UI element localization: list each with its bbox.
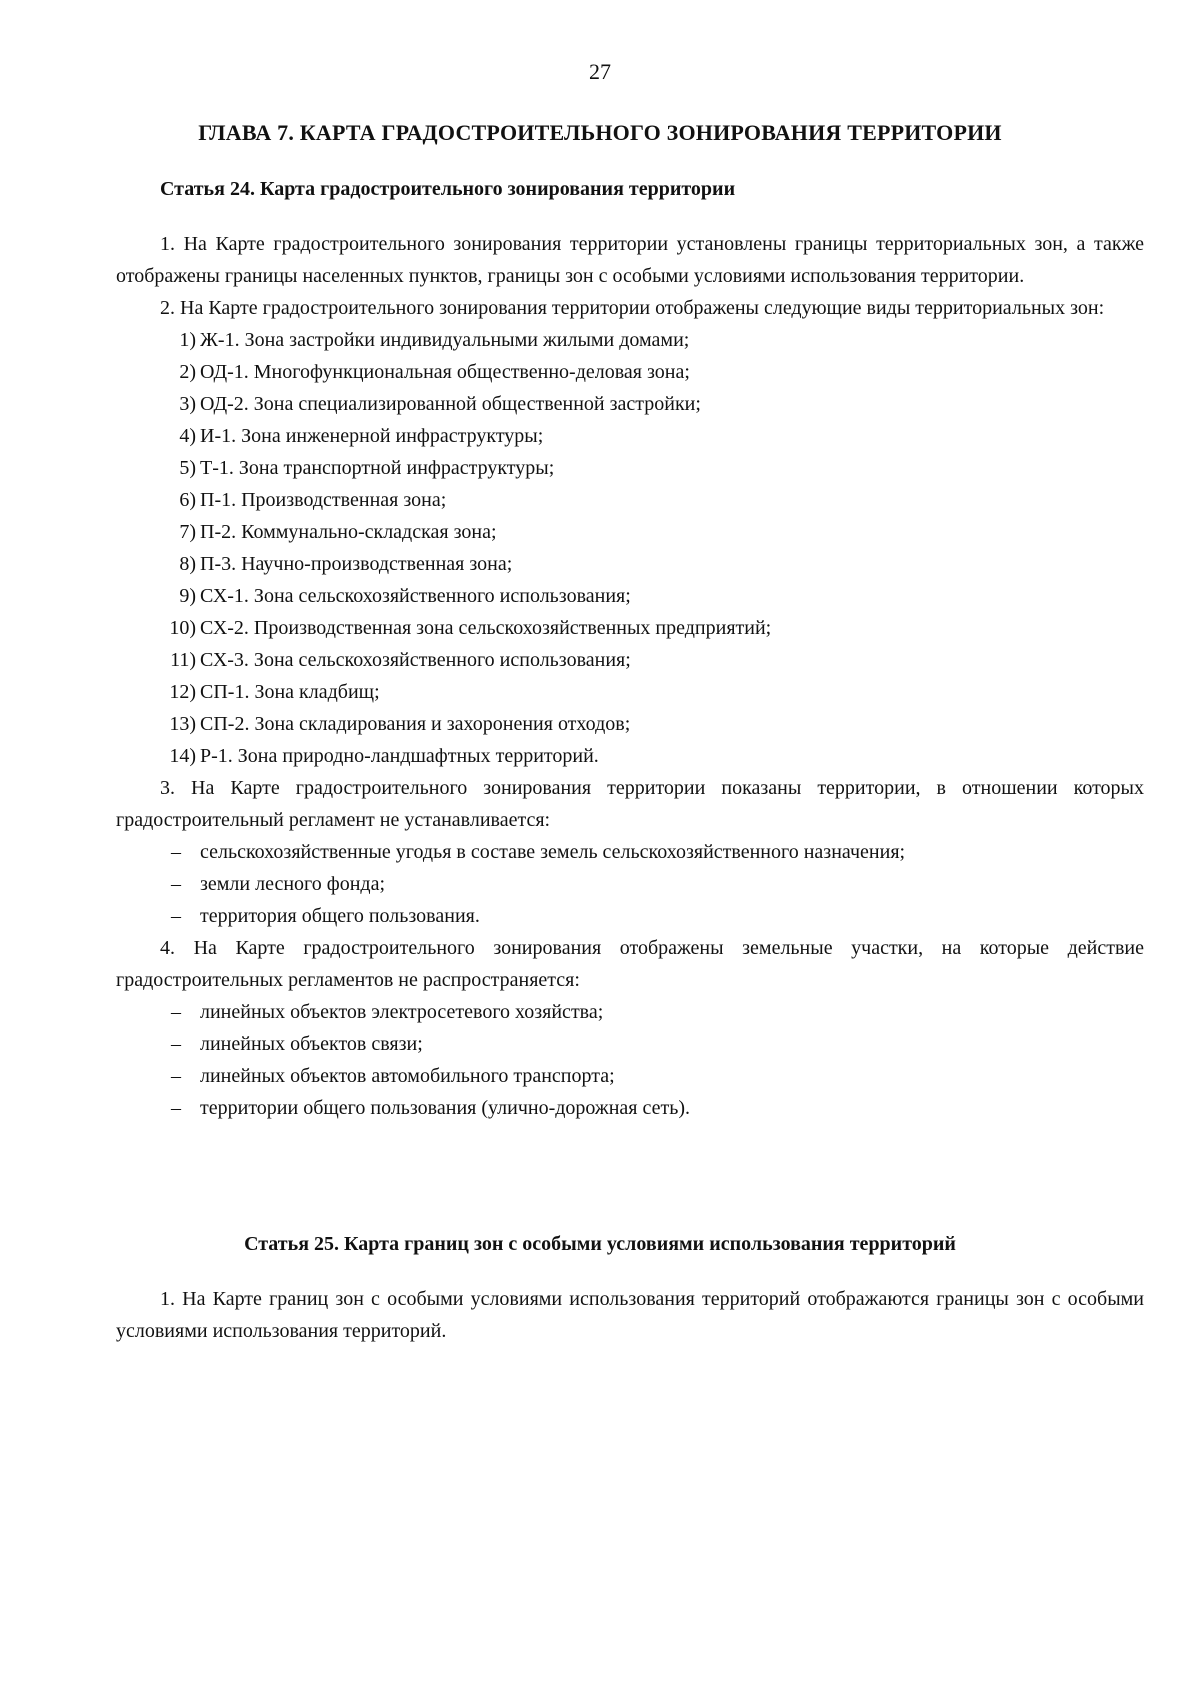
list-item: 6) П-1. Производственная зона; — [179, 489, 447, 511]
paragraph-2: 2. На Карте градостроительного зонирования территории отображены следующие виды территориальных зон: — [160, 297, 1105, 319]
list-item: – территория общего пользования. — [171, 905, 480, 927]
paragraph-4: 4. На Карте градостроительного зонирования отображены земельные участки, на которые действие градостроительных регламентов не распространяется: — [116, 937, 1144, 991]
list-item: – сельскохозяйственные угодья в составе земель сельскохозяйственного назначения; — [171, 841, 906, 863]
list-item: 7) П-2. Коммунально-складская зона; — [179, 521, 497, 543]
list-item: 3) ОД-2. Зона специализированной общественной застройки; — [179, 393, 701, 415]
list-item: 11) СХ-3. Зона сельскохозяйственного использования; — [170, 649, 631, 671]
article-24-body — [116, 228, 1144, 1124]
list-item: 8) П-3. Научно-производственная зона; — [179, 553, 513, 575]
list-item: – линейных объектов автомобильного транспорта; — [171, 1065, 615, 1087]
page-number: 27 — [589, 59, 611, 84]
article-24-title: Статья 24. Карта градостроительного зонирования территории — [160, 178, 736, 200]
list-item: 1) Ж-1. Зона застройки индивидуальными жилыми домами; — [179, 329, 690, 351]
paragraph-1: 1. На Карте градостроительного зонирования территории установлены границы территориальных зон, а также отображены границы населенных пунктов, границы зон с особыми условиями использования территории. — [116, 233, 1144, 287]
list-item: – территории общего пользования (улично-дорожная сеть). — [171, 1097, 691, 1119]
list-item: 13) СП-2. Зона складирования и захоронения отходов; — [169, 713, 631, 735]
list-item: 12) СП-1. Зона кладбищ; — [169, 681, 380, 703]
paragraph-1: 1. На Карте границ зон с особыми условиями использования территорий отображаются границы зон с особыми условиями использования территорий. — [116, 1288, 1144, 1342]
chapter-title: ГЛАВА 7. КАРТА ГРАДОСТРОИТЕЛЬНОГО ЗОНИРОВАНИЯ ТЕРРИТОРИИ — [198, 120, 1002, 145]
list-item: 4) И-1. Зона инженерной инфраструктуры; — [179, 425, 544, 447]
list-item: 2) ОД-1. Многофункциональная общественно-деловая зона; — [179, 361, 690, 383]
list-item: – линейных объектов электросетевого хозяйства; — [171, 1001, 604, 1023]
list-item: 5) Т-1. Зона транспортной инфраструктуры; — [179, 457, 555, 479]
list-item: 10) СХ-2. Производственная зона сельскохозяйственных предприятий; — [169, 617, 772, 639]
list-item: 9) СХ-1. Зона сельскохозяйственного использования; — [179, 585, 631, 607]
list-item: – линейных объектов связи; — [171, 1033, 423, 1055]
paragraph-3: 3. На Карте градостроительного зонирования территории показаны территории, в отношении которых градостроительный регламент не устанавливается: — [116, 777, 1144, 831]
list-item: 14) Р-1. Зона природно-ландшафтных территорий. — [169, 745, 599, 767]
article-25-body — [116, 1283, 1144, 1347]
zone-list — [116, 324, 1144, 772]
list-item: – земли лесного фонда; — [171, 873, 386, 895]
article-25-title: Статья 25. Карта границ зон с особыми условиями использования территорий — [244, 1233, 956, 1255]
